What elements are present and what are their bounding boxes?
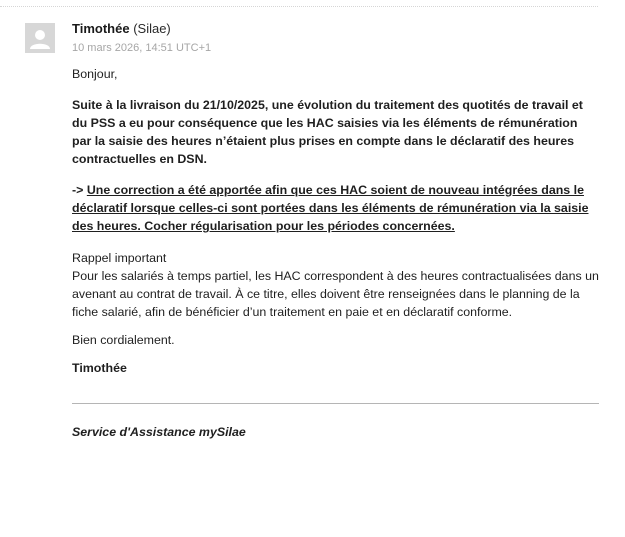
greeting: Bonjour, [72,67,118,81]
top-divider [0,6,598,7]
signature: Timothée [72,361,127,375]
message [72,20,599,452]
author-org: (Silae) [133,21,171,36]
rappel-title: Rappel important [72,251,167,265]
author-line [72,20,599,37]
service-name: Service d'Assistance mySilae [72,425,246,439]
signature-divider [72,403,599,404]
closing: Bien cordialement. [72,333,175,347]
user-placeholder-icon [25,23,55,53]
paragraph-correction [72,181,599,235]
correction-text: Une correction a été apportée afin que ces HAC soient de nouveau intégrées dans le déclaratif lorsque celles-ci sont portées dans les éléments de rémunération via la saisie des heures. Cocher régularisation pour les périodes concernées. [72,183,589,233]
avatar [25,23,55,53]
paragraph-main: Suite à la livraison du 21/10/2025, une évolution du traitement des quotités de travail et du PSS a eu pour conséquence que les HAC saisies via les éléments de rémunération par la saisie des heures n’étaient plus prises en compte dans le déclaratif des heures contractuelles en DSN. [72,98,583,166]
timestamp: 10 mars 2026, 14:51 UTC+1 [72,42,212,54]
arrow-prefix: -> [72,183,84,197]
author-name: Timothée [72,21,130,36]
rappel-body: Pour les salariés à temps partiel, les HAC correspondent à des heures contractualisées dans un avenant au contrat de travail. À ce titre, elles doivent être renseignées dans le planning de la fiche salarié, afin de bénéficier d’un traitement en paie et en déclaratif conforme. [72,269,599,319]
